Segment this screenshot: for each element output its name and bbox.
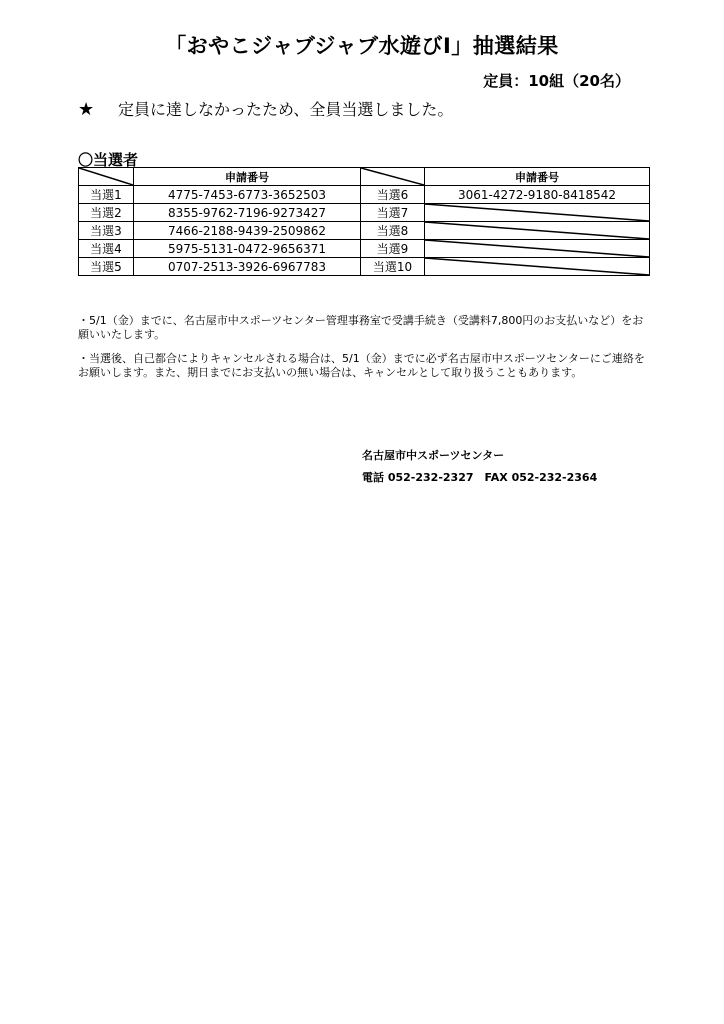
- contact-organization: 名古屋市中スポーツセンター: [362, 449, 505, 462]
- header-application-number: 申請番号: [134, 168, 361, 186]
- winner-label: 当選9: [361, 240, 425, 258]
- winner-label: 当選4: [79, 240, 134, 258]
- header-blank-cell: [79, 168, 134, 186]
- empty-number-cell: [425, 222, 650, 240]
- winner-label: 当選8: [361, 222, 425, 240]
- table-row: [79, 204, 650, 222]
- header-application-number: 申請番号: [425, 168, 650, 186]
- winner-label: 当選2: [79, 204, 134, 222]
- diagonal-slash: [425, 258, 649, 275]
- winner-label: 当選5: [79, 258, 134, 276]
- application-number: 4775-7453-6773-3652503: [134, 186, 361, 204]
- section-title: 〇当選者: [78, 151, 139, 169]
- star-icon: ★: [78, 99, 95, 120]
- empty-number-cell: [425, 240, 650, 258]
- notice-text: 定員に達しなかったため、全員当選しました。: [118, 100, 454, 119]
- notice: [78, 97, 453, 120]
- contact-phone: 電話 052-232-2327 FAX 052-232-2364: [362, 471, 598, 484]
- header-blank-cell: [361, 168, 425, 186]
- empty-number-cell: [425, 204, 650, 222]
- winner-label: 当選10: [361, 258, 425, 276]
- winner-label: 当選6: [361, 186, 425, 204]
- table-row: [79, 186, 650, 204]
- winners-table: [78, 167, 650, 276]
- application-number: 5975-5131-0472-9656371: [134, 240, 361, 258]
- application-number: 3061-4272-9180-8418542: [425, 186, 650, 204]
- table-row: [79, 222, 650, 240]
- table-header-row: [79, 168, 650, 186]
- page-title: 「おやこジャブジャブ水遊びⅠ」抽選結果: [165, 34, 559, 58]
- application-number: 8355-9762-7196-9273427: [134, 204, 361, 222]
- capacity-text: 定員：10組（20名）: [483, 72, 630, 90]
- note-item: ・5/1（金）までに、名古屋市中スポーツセンター管理事務室で受講手続き（受講料7,800円のお支払いなど）をお願いいたします。: [78, 314, 644, 341]
- winner-label: 当選1: [79, 186, 134, 204]
- application-number: 0707-2513-3926-6967783: [134, 258, 361, 276]
- note-item: ・当選後、自己都合によりキャンセルされる場合は、5/1（金）までに必ず名古屋市中スポーツセンターにご連絡をお願いします。また、期日までにお支払いの無い場合は、キャンセルとして取り扱うこともあります。: [78, 352, 645, 379]
- table-row: [79, 258, 650, 276]
- notes: [78, 314, 648, 390]
- empty-number-cell: [425, 258, 650, 276]
- contact-block: [362, 445, 597, 489]
- winner-label: 当選7: [361, 204, 425, 222]
- diagonal-slash: [425, 240, 649, 257]
- application-number: 7466-2188-9439-2509862: [134, 222, 361, 240]
- table-row: [79, 240, 650, 258]
- diagonal-slash: [425, 222, 649, 239]
- diagonal-slash: [425, 204, 649, 221]
- winner-label: 当選3: [79, 222, 134, 240]
